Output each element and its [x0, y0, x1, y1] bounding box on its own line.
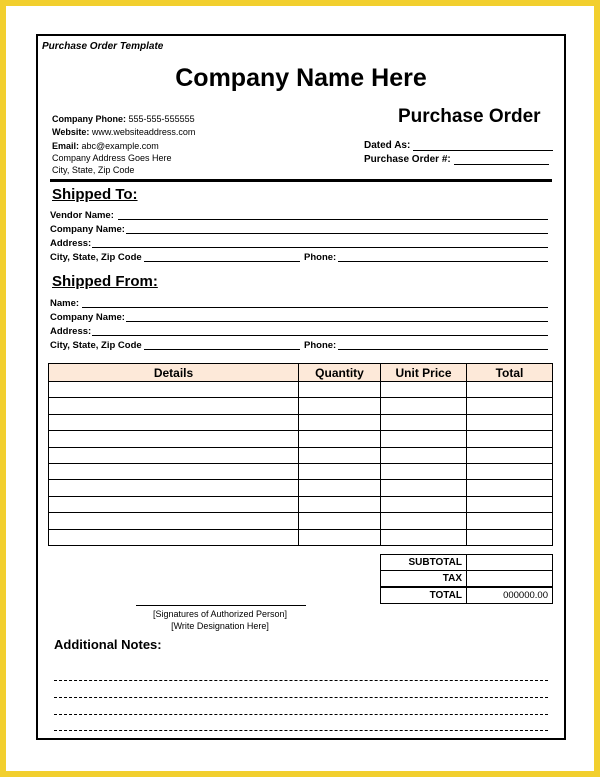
company-website-label: Website:: [52, 127, 90, 137]
table-row: [49, 480, 553, 496]
shipto-company-field[interactable]: [50, 224, 550, 236]
note-line[interactable]: [54, 679, 548, 681]
page-background: [6, 6, 594, 771]
shipped-from-title: Shipped From:: [52, 273, 158, 290]
unit-price-cell[interactable]: [381, 529, 467, 545]
company-phone-value: 555-555-555555: [128, 114, 195, 124]
shipfrom-city-label: City, State, Zip Code: [50, 340, 142, 351]
quantity-cell[interactable]: [299, 447, 381, 463]
quantity-cell[interactable]: [299, 382, 381, 398]
shipfrom-phone-line: [338, 349, 548, 350]
total-cell[interactable]: [467, 431, 553, 447]
unit-price-cell[interactable]: [381, 496, 467, 512]
header-details: Details: [49, 364, 299, 382]
total-label: TOTAL: [381, 587, 467, 604]
total-cell[interactable]: [467, 382, 553, 398]
company-website: [52, 126, 195, 138]
dated-as-label: Dated As:: [364, 140, 411, 151]
total-row: [381, 587, 553, 604]
company-phone: [52, 113, 195, 125]
table-row: [49, 463, 553, 479]
total-cell[interactable]: [467, 398, 553, 414]
shipto-phone-line: [338, 261, 548, 262]
shipfrom-name-label: Name:: [50, 298, 80, 309]
total-cell[interactable]: [467, 447, 553, 463]
items-header-row: [49, 364, 553, 382]
purchase-order-title: Purchase Order: [398, 106, 541, 127]
company-website-value: www.websiteaddress.com: [91, 127, 196, 137]
shipto-city-line: [144, 261, 300, 262]
shipto-address-label: Address:: [50, 238, 92, 249]
details-cell[interactable]: [49, 398, 299, 414]
tax-row: [381, 571, 553, 588]
table-row: [49, 414, 553, 430]
subtotal-value[interactable]: [467, 555, 553, 571]
table-row: [49, 496, 553, 512]
unit-price-cell[interactable]: [381, 447, 467, 463]
tax-label: TAX: [381, 571, 467, 588]
unit-price-cell[interactable]: [381, 414, 467, 430]
designation-caption: [Write Designation Here]: [171, 621, 269, 631]
header-total: Total: [467, 364, 553, 382]
shipto-address-field[interactable]: [50, 238, 550, 250]
quantity-cell[interactable]: [299, 398, 381, 414]
shipfrom-city-field[interactable]: [50, 340, 550, 352]
unit-price-cell[interactable]: [381, 513, 467, 529]
quantity-cell[interactable]: [299, 463, 381, 479]
shipto-company-label: Company Name:: [50, 224, 125, 235]
shipped-to-title: Shipped To:: [52, 186, 138, 203]
additional-notes-title: Additional Notes:: [54, 637, 162, 652]
company-address: Company Address Goes Here: [52, 153, 172, 163]
header-divider: [50, 179, 552, 182]
signature-caption: [Signatures of Authorized Person]: [152, 609, 288, 619]
details-cell[interactable]: [49, 480, 299, 496]
vendor-name-field[interactable]: [50, 210, 550, 222]
po-number-field[interactable]: [364, 154, 549, 165]
subtotal-row: [381, 555, 553, 571]
total-cell[interactable]: [467, 480, 553, 496]
shipfrom-name-line: [82, 307, 548, 308]
unit-price-cell[interactable]: [381, 463, 467, 479]
total-cell[interactable]: [467, 496, 553, 512]
template-title: Purchase Order Template: [42, 41, 164, 52]
unit-price-cell[interactable]: [381, 398, 467, 414]
shipto-city-field[interactable]: [50, 252, 550, 264]
total-cell[interactable]: [467, 463, 553, 479]
shipfrom-company-field[interactable]: [50, 312, 550, 324]
quantity-cell[interactable]: [299, 431, 381, 447]
company-email: [52, 140, 159, 152]
total-cell[interactable]: [467, 414, 553, 430]
details-cell[interactable]: [49, 447, 299, 463]
shipfrom-city-line: [144, 349, 300, 350]
note-line[interactable]: [54, 696, 548, 698]
dated-as-line: [413, 140, 553, 151]
details-cell[interactable]: [49, 382, 299, 398]
company-city: City, State, Zip Code: [52, 165, 135, 175]
note-line[interactable]: [54, 713, 548, 715]
shipfrom-address-line: [92, 335, 548, 336]
items-table: [48, 363, 553, 546]
details-cell[interactable]: [49, 414, 299, 430]
quantity-cell[interactable]: [299, 513, 381, 529]
quantity-cell[interactable]: [299, 496, 381, 512]
unit-price-cell[interactable]: [381, 431, 467, 447]
shipfrom-phone-label: Phone:: [304, 340, 337, 351]
company-name: Company Name Here: [175, 64, 427, 92]
shipfrom-address-field[interactable]: [50, 326, 550, 338]
po-number-line: [454, 154, 549, 165]
total-cell[interactable]: [467, 529, 553, 545]
table-row: [49, 513, 553, 529]
unit-price-cell[interactable]: [381, 382, 467, 398]
table-row: [49, 398, 553, 414]
shipfrom-company-line: [126, 321, 548, 322]
table-row: [49, 529, 553, 545]
quantity-cell[interactable]: [299, 414, 381, 430]
details-cell[interactable]: [49, 463, 299, 479]
unit-price-cell[interactable]: [381, 480, 467, 496]
vendor-name-label: Vendor Name:: [50, 210, 114, 221]
details-cell[interactable]: [49, 513, 299, 529]
signature-line: [136, 605, 306, 606]
shipfrom-address-label: Address:: [50, 326, 92, 337]
po-number-label: Purchase Order #:: [364, 154, 451, 165]
purchase-order-sheet: [36, 34, 566, 740]
shipfrom-name-field[interactable]: [50, 298, 550, 310]
total-cell[interactable]: [467, 513, 553, 529]
total-value[interactable]: 000000.00: [467, 587, 553, 604]
company-email-value: abc@example.com: [81, 141, 159, 151]
shipfrom-company-label: Company Name:: [50, 312, 125, 323]
dated-as-field[interactable]: [364, 140, 553, 151]
subtotal-label: SUBTOTAL: [381, 555, 467, 571]
totals-table: [380, 554, 553, 604]
table-row: [49, 431, 553, 447]
shipto-city-label: City, State, Zip Code: [50, 252, 142, 263]
shipto-company-line: [126, 233, 548, 234]
quantity-cell[interactable]: [299, 529, 381, 545]
tax-value[interactable]: [467, 571, 553, 588]
details-cell[interactable]: [49, 496, 299, 512]
details-cell[interactable]: [49, 431, 299, 447]
shipto-phone-label: Phone:: [304, 252, 337, 263]
quantity-cell[interactable]: [299, 480, 381, 496]
company-phone-label: Company Phone:: [52, 114, 127, 124]
table-row: [49, 382, 553, 398]
header-unit-price: Unit Price: [381, 364, 467, 382]
header-quantity: Quantity: [299, 364, 381, 382]
details-cell[interactable]: [49, 529, 299, 545]
vendor-name-line: [118, 219, 548, 220]
table-row: [49, 447, 553, 463]
note-line[interactable]: [54, 729, 548, 731]
shipto-address-line: [92, 247, 548, 248]
company-email-label: Email:: [52, 141, 80, 151]
